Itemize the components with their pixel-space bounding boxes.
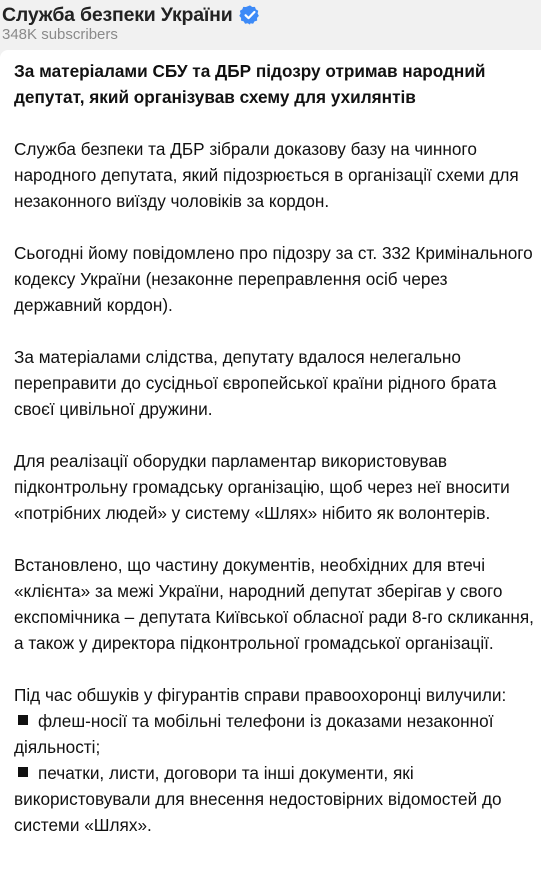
post-body <box>14 58 536 838</box>
list-item <box>14 708 536 760</box>
post-paragraph: Служба безпеки та ДБР зібрали доказову базу на чинного народного депутата, який підозрюється в організації схеми для незаконного виїзду чоловіків за кордон. <box>14 139 519 211</box>
list-item-text: печатки, листи, договори та інші документи, які використовували для внесення недостовірних відомостей до системи «Шлях». <box>14 763 502 835</box>
subscriber-count: 348K subscribers <box>2 26 118 43</box>
post-paragraph: Для реалізації оборудки парламентар використовував підконтрольну громадську організацію, щоб через неї вносити «потрібних людей» у систему «Шлях» нібито як волонтерів. <box>14 451 510 523</box>
black-square-bullet-icon <box>18 715 28 725</box>
post-paragraph: Встановлено, що частину документів, необхідних для втечі «клієнта» за межі України, народний депутат зберігав у свого експомічника – депутата Київської обласної ради 8-го скликання, а також у директора підконтрольної громадської організації. <box>14 555 534 653</box>
channel-name-row[interactable] <box>2 3 261 27</box>
post-paragraph: За матеріалами слідства, депутату вдалося нелегально переправити до сусідньої європейської країни рідного брата своєї цивільної дружини. <box>14 347 497 419</box>
list-item <box>14 760 536 838</box>
list-item-text: флеш-носії та мобільні телефони із доказами незаконної діяльності; <box>14 711 494 757</box>
list-intro: Під час обшуків у фігурантів справи правоохоронці вилучили: <box>14 685 507 705</box>
black-square-bullet-icon <box>18 767 28 777</box>
verified-badge-icon <box>239 4 261 26</box>
channel-name[interactable]: Служба безпеки України <box>2 3 233 26</box>
post-paragraph: Сьогодні йому повідомлено про підозру за ст. 332 Кримінального кодексу України (незаконне переправлення осіб через державний кордон). <box>14 243 533 315</box>
post-headline: За матеріалами СБУ та ДБР підозру отримав народний депутат, який організував схему для ухилянтів <box>14 61 486 107</box>
channel-header <box>0 0 541 48</box>
post-card <box>0 50 541 872</box>
